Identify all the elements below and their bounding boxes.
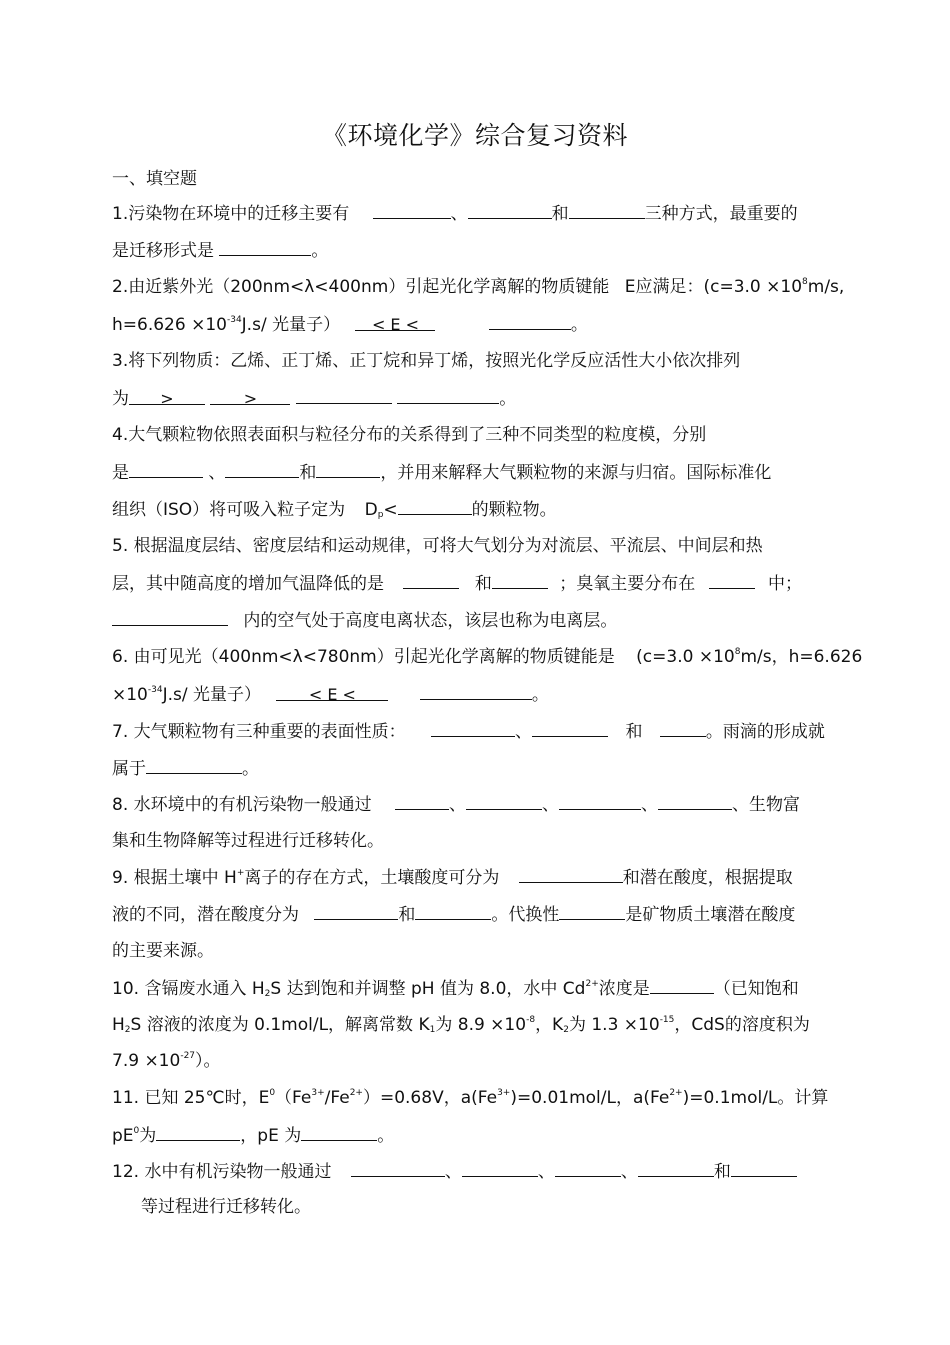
answer-blank[interactable] bbox=[468, 202, 552, 219]
answer-blank[interactable] bbox=[731, 1160, 797, 1177]
answer-blank[interactable] bbox=[650, 977, 714, 994]
answer-blank[interactable] bbox=[316, 461, 380, 478]
answer-blank[interactable]: > bbox=[129, 388, 205, 405]
section-heading: 一、填空题 bbox=[112, 169, 197, 189]
question-6-line-1: 6. 由可见光（400nm<λ<780nm）引起光化学离解的物质键能是 ($c=3.0 \times 10^8m/s$，h=6.626 bbox=[112, 647, 863, 667]
question-10-line-3: $7.9 \times 10^{-27}$）。 bbox=[112, 1051, 221, 1071]
answer-blank[interactable] bbox=[225, 461, 299, 478]
question-9-line-3: 的主要来源。 bbox=[112, 941, 214, 961]
answer-blank[interactable] bbox=[569, 202, 645, 219]
question-9-line-2: 液的不同，潜在酸度分为 和 。代换性 是矿物质土壤潜在酸度 bbox=[112, 905, 796, 925]
answer-blank[interactable] bbox=[146, 757, 242, 774]
answer-blank[interactable] bbox=[519, 866, 623, 883]
answer-blank[interactable] bbox=[398, 498, 472, 515]
answer-blank[interactable] bbox=[489, 313, 571, 330]
question-8-line-2: 集和生物降解等过程进行迁移转化。 bbox=[112, 831, 384, 851]
question-11-line-2: $pE^0$为 ，pE 为 。 bbox=[112, 1126, 395, 1146]
question-5-line-3: 内的空气处于高度电离状态，该层也称为电离层。 bbox=[112, 609, 617, 632]
question-2-line-2: $h=6.626 \times 10^{-34}J.s/$ 光量子） < E < 。 bbox=[112, 315, 588, 335]
question-3-line-1: 3.将下列物质：乙烯、正丁烯、正丁烷和异丁烯，按照光化学反应活性大小依次排列 bbox=[112, 351, 741, 371]
answer-blank[interactable] bbox=[395, 793, 449, 810]
question-4-line-3: 组织（ISO）将可吸入粒子定为 $D_p<$ 的颗粒物。 bbox=[112, 500, 557, 520]
answer-blank[interactable] bbox=[532, 720, 608, 737]
question-4-line-2: 是 、 和 ，并用来解释大气颗粒物的来源与归宿。国际标准化 bbox=[112, 463, 772, 483]
answer-blank[interactable] bbox=[658, 793, 732, 810]
question-8-line-1: 8. 水环境中的有机污染物一般通过 、 、 、 、生物富 bbox=[112, 795, 801, 815]
question-12-line-2: 等过程进行迁移转化。 bbox=[141, 1197, 311, 1217]
question-10-line-1: 10. 含镉废水通入 $H_2S$ 达到饱和并调整 pH 值为 8.0，水中 $Cd^{2+}$浓度是 （已知饱和 bbox=[112, 979, 799, 999]
answer-blank[interactable] bbox=[373, 202, 451, 219]
answer-blank[interactable]: < E < bbox=[276, 684, 388, 701]
answer-blank[interactable] bbox=[129, 461, 203, 478]
question-7-line-2: 属于 。 bbox=[112, 759, 259, 779]
answer-blank[interactable] bbox=[314, 903, 398, 920]
question-5-line-2: 层，其中随高度的增加气温降低的是 和 ；臭氧主要分布在 中； bbox=[112, 574, 803, 594]
answer-blank[interactable] bbox=[431, 720, 515, 737]
answer-blank[interactable] bbox=[351, 1160, 445, 1177]
question-6-line-2: $\times 10^{-34}J.s/$ 光量子） < E < 。 bbox=[112, 685, 549, 705]
question-11-line-1: 11. 已知 25℃时，$E^0(Fe^{3+}/Fe^{2+})=0.68V$，$a(Fe^{3+})=0.01mol/L$，$a(Fe^{2+})=0.1mol/L$。计算 bbox=[112, 1088, 829, 1108]
answer-blank[interactable] bbox=[301, 1124, 377, 1141]
answer-blank[interactable] bbox=[492, 572, 548, 589]
answer-blank[interactable]: < E < bbox=[355, 314, 435, 331]
answer-blank[interactable] bbox=[559, 903, 625, 920]
question-1-line-1: 1.污染物在环境中的迁移主要有 、 和 三种方式，最重要的 bbox=[112, 204, 798, 224]
answer-blank[interactable] bbox=[296, 387, 392, 404]
answer-blank[interactable] bbox=[219, 239, 311, 256]
answer-blank[interactable] bbox=[462, 1160, 538, 1177]
answer-blank[interactable] bbox=[397, 387, 499, 404]
answer-blank[interactable] bbox=[112, 609, 228, 626]
answer-blank[interactable] bbox=[466, 793, 542, 810]
question-5-line-1: 5. 根据温度层结、密度层结和运动规律，可将大气划分为对流层、平流层、中间层和热 bbox=[112, 536, 763, 556]
page-title: 《环境化学》综合复习资料 bbox=[321, 121, 628, 150]
answer-blank[interactable] bbox=[638, 1160, 714, 1177]
question-12-line-1: 12. 水中有机污染物一般通过 、 、 、 和 bbox=[112, 1160, 797, 1183]
question-1-line-2: 是迁移形式是 。 bbox=[112, 241, 329, 261]
question-4-line-1: 4.大气颗粒物依照表面积与粒径分布的关系得到了三种不同类型的粒度模，分别 bbox=[112, 425, 707, 445]
question-2-line-1: 2.由近紫外光（200nm<λ<400nm）引起光化学离解的物质键能 E应满足：($c=3.0 \times 10^8m/s$, bbox=[112, 277, 845, 297]
answer-blank[interactable] bbox=[156, 1124, 240, 1141]
answer-blank[interactable] bbox=[559, 793, 641, 810]
answer-blank[interactable] bbox=[403, 572, 459, 589]
answer-blank[interactable] bbox=[709, 572, 755, 589]
answer-blank[interactable]: > bbox=[210, 388, 290, 405]
question-3-line-2: 为 > > 。 bbox=[112, 389, 517, 409]
answer-blank[interactable] bbox=[660, 720, 706, 737]
question-7-line-1: 7. 大气颗粒物有三种重要的表面性质： 、 和 。雨滴的形成就 bbox=[112, 722, 825, 742]
question-9-line-1: 9. 根据土壤中 H+离子的存在方式，土壤酸度可分为 和潜在酸度，根据提取 bbox=[112, 868, 793, 888]
answer-blank[interactable] bbox=[555, 1160, 621, 1177]
question-10-line-2: $H_2S$ 溶液的浓度为 0.1mol/L，解离常数 $K_1$为 $8.9 \times 10^{-8}$，$K_2$为 $1.3 \times 10^{-15}$，CdS的溶度积为 bbox=[112, 1015, 810, 1035]
answer-blank[interactable] bbox=[420, 683, 532, 700]
answer-blank[interactable] bbox=[415, 903, 491, 920]
